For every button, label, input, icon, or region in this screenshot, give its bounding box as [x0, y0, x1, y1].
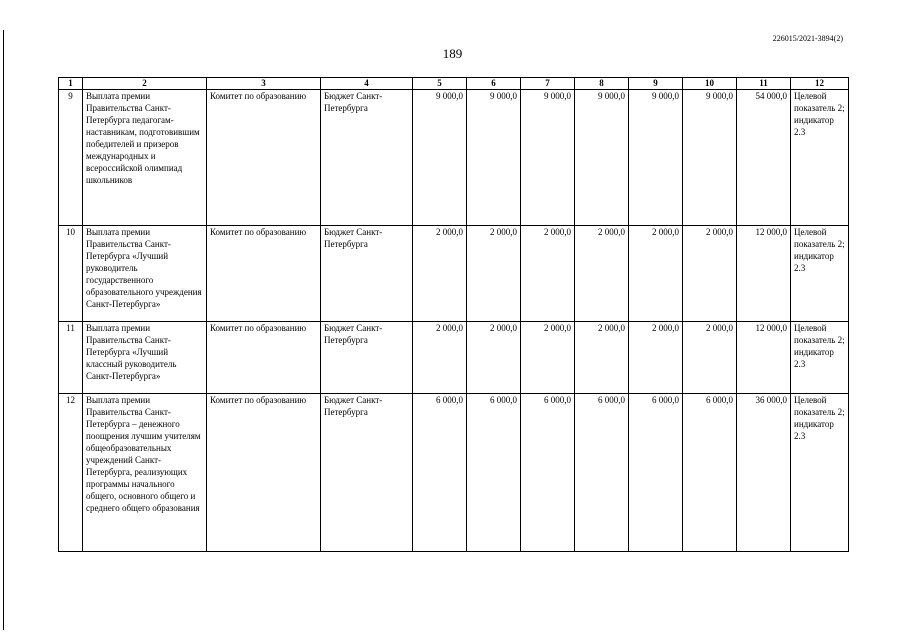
indicator: Целевой показатель 2; индикатор 2.3 [791, 90, 849, 226]
amount-cell: 2 000,0 [629, 226, 683, 322]
funding-source: Бюджет Санкт-Петербурга [321, 90, 413, 226]
amount-cell: 2 000,0 [467, 226, 521, 322]
col-header: 10 [683, 78, 737, 90]
measure-name: Выплата премии Правительства Санкт-Петербурга – денежного поощрения лучшим учителям общеобразовательных учреждений Санкт-Петербурга, реализующих программы начального общего, основного общего и среднего общего образования [83, 394, 207, 552]
col-header: 4 [321, 78, 413, 90]
amount-cell: 9 000,0 [413, 90, 467, 226]
amount-cell: 2 000,0 [413, 322, 467, 394]
col-header: 3 [207, 78, 321, 90]
table-row [59, 322, 849, 394]
funding-source: Бюджет Санкт-Петербурга [321, 322, 413, 394]
total-cell: 54 000,0 [737, 90, 791, 226]
row-number: 10 [59, 226, 83, 322]
executor: Комитет по образованию [207, 90, 321, 226]
funding-source: Бюджет Санкт-Петербурга [321, 226, 413, 322]
header-row [59, 78, 849, 90]
amount-cell: 2 000,0 [521, 322, 575, 394]
amount-cell: 9 000,0 [575, 90, 629, 226]
scan-edge-line [3, 30, 4, 630]
col-header: 1 [59, 78, 83, 90]
amount-cell: 9 000,0 [683, 90, 737, 226]
col-header: 9 [629, 78, 683, 90]
indicator: Целевой показатель 2; индикатор 2.3 [791, 394, 849, 552]
measure-name: Выплата премии Правительства Санкт-Петербурга «Лучший руководитель государственного образовательного учреждения Санкт-Петербурга» [83, 226, 207, 322]
indicator: Целевой показатель 2; индикатор 2.3 [791, 226, 849, 322]
col-header: 5 [413, 78, 467, 90]
amount-cell: 9 000,0 [629, 90, 683, 226]
measure-name: Выплата премии Правительства Санкт-Петербурга педагогам-наставникам, подготовившим победителей и призеров международных и всероссийской олимпиад школьников [83, 90, 207, 226]
total-cell: 36 000,0 [737, 394, 791, 552]
row-number: 11 [59, 322, 83, 394]
table-row [59, 394, 849, 552]
funding-source: Бюджет Санкт-Петербурга [321, 394, 413, 552]
program-table [58, 77, 849, 552]
col-header: 11 [737, 78, 791, 90]
amount-cell: 2 000,0 [575, 322, 629, 394]
executor: Комитет по образованию [207, 322, 321, 394]
amount-cell: 2 000,0 [575, 226, 629, 322]
amount-cell: 2 000,0 [521, 226, 575, 322]
table-row [59, 226, 849, 322]
document-id: 226015/2021-3894(2) [772, 34, 843, 43]
amount-cell: 9 000,0 [467, 90, 521, 226]
row-number: 9 [59, 90, 83, 226]
col-header: 6 [467, 78, 521, 90]
col-header: 12 [791, 78, 849, 90]
executor: Комитет по образованию [207, 394, 321, 552]
amount-cell: 6 000,0 [467, 394, 521, 552]
amount-cell: 6 000,0 [683, 394, 737, 552]
amount-cell: 2 000,0 [467, 322, 521, 394]
amount-cell: 2 000,0 [683, 322, 737, 394]
col-header: 8 [575, 78, 629, 90]
total-cell: 12 000,0 [737, 322, 791, 394]
col-header: 7 [521, 78, 575, 90]
amount-cell: 2 000,0 [413, 226, 467, 322]
row-number: 12 [59, 394, 83, 552]
amount-cell: 6 000,0 [629, 394, 683, 552]
measure-name: Выплата премии Правительства Санкт-Петербурга «Лучший классный руководитель Санкт-Петербурга» [83, 322, 207, 394]
amount-cell: 6 000,0 [521, 394, 575, 552]
amount-cell: 2 000,0 [629, 322, 683, 394]
total-cell: 12 000,0 [737, 226, 791, 322]
amount-cell: 6 000,0 [413, 394, 467, 552]
executor: Комитет по образованию [207, 226, 321, 322]
amount-cell: 9 000,0 [521, 90, 575, 226]
col-header: 2 [83, 78, 207, 90]
amount-cell: 6 000,0 [575, 394, 629, 552]
indicator: Целевой показатель 2; индикатор 2.3 [791, 322, 849, 394]
amount-cell: 2 000,0 [683, 226, 737, 322]
page-number: 189 [442, 46, 463, 61]
table-row [59, 90, 849, 226]
